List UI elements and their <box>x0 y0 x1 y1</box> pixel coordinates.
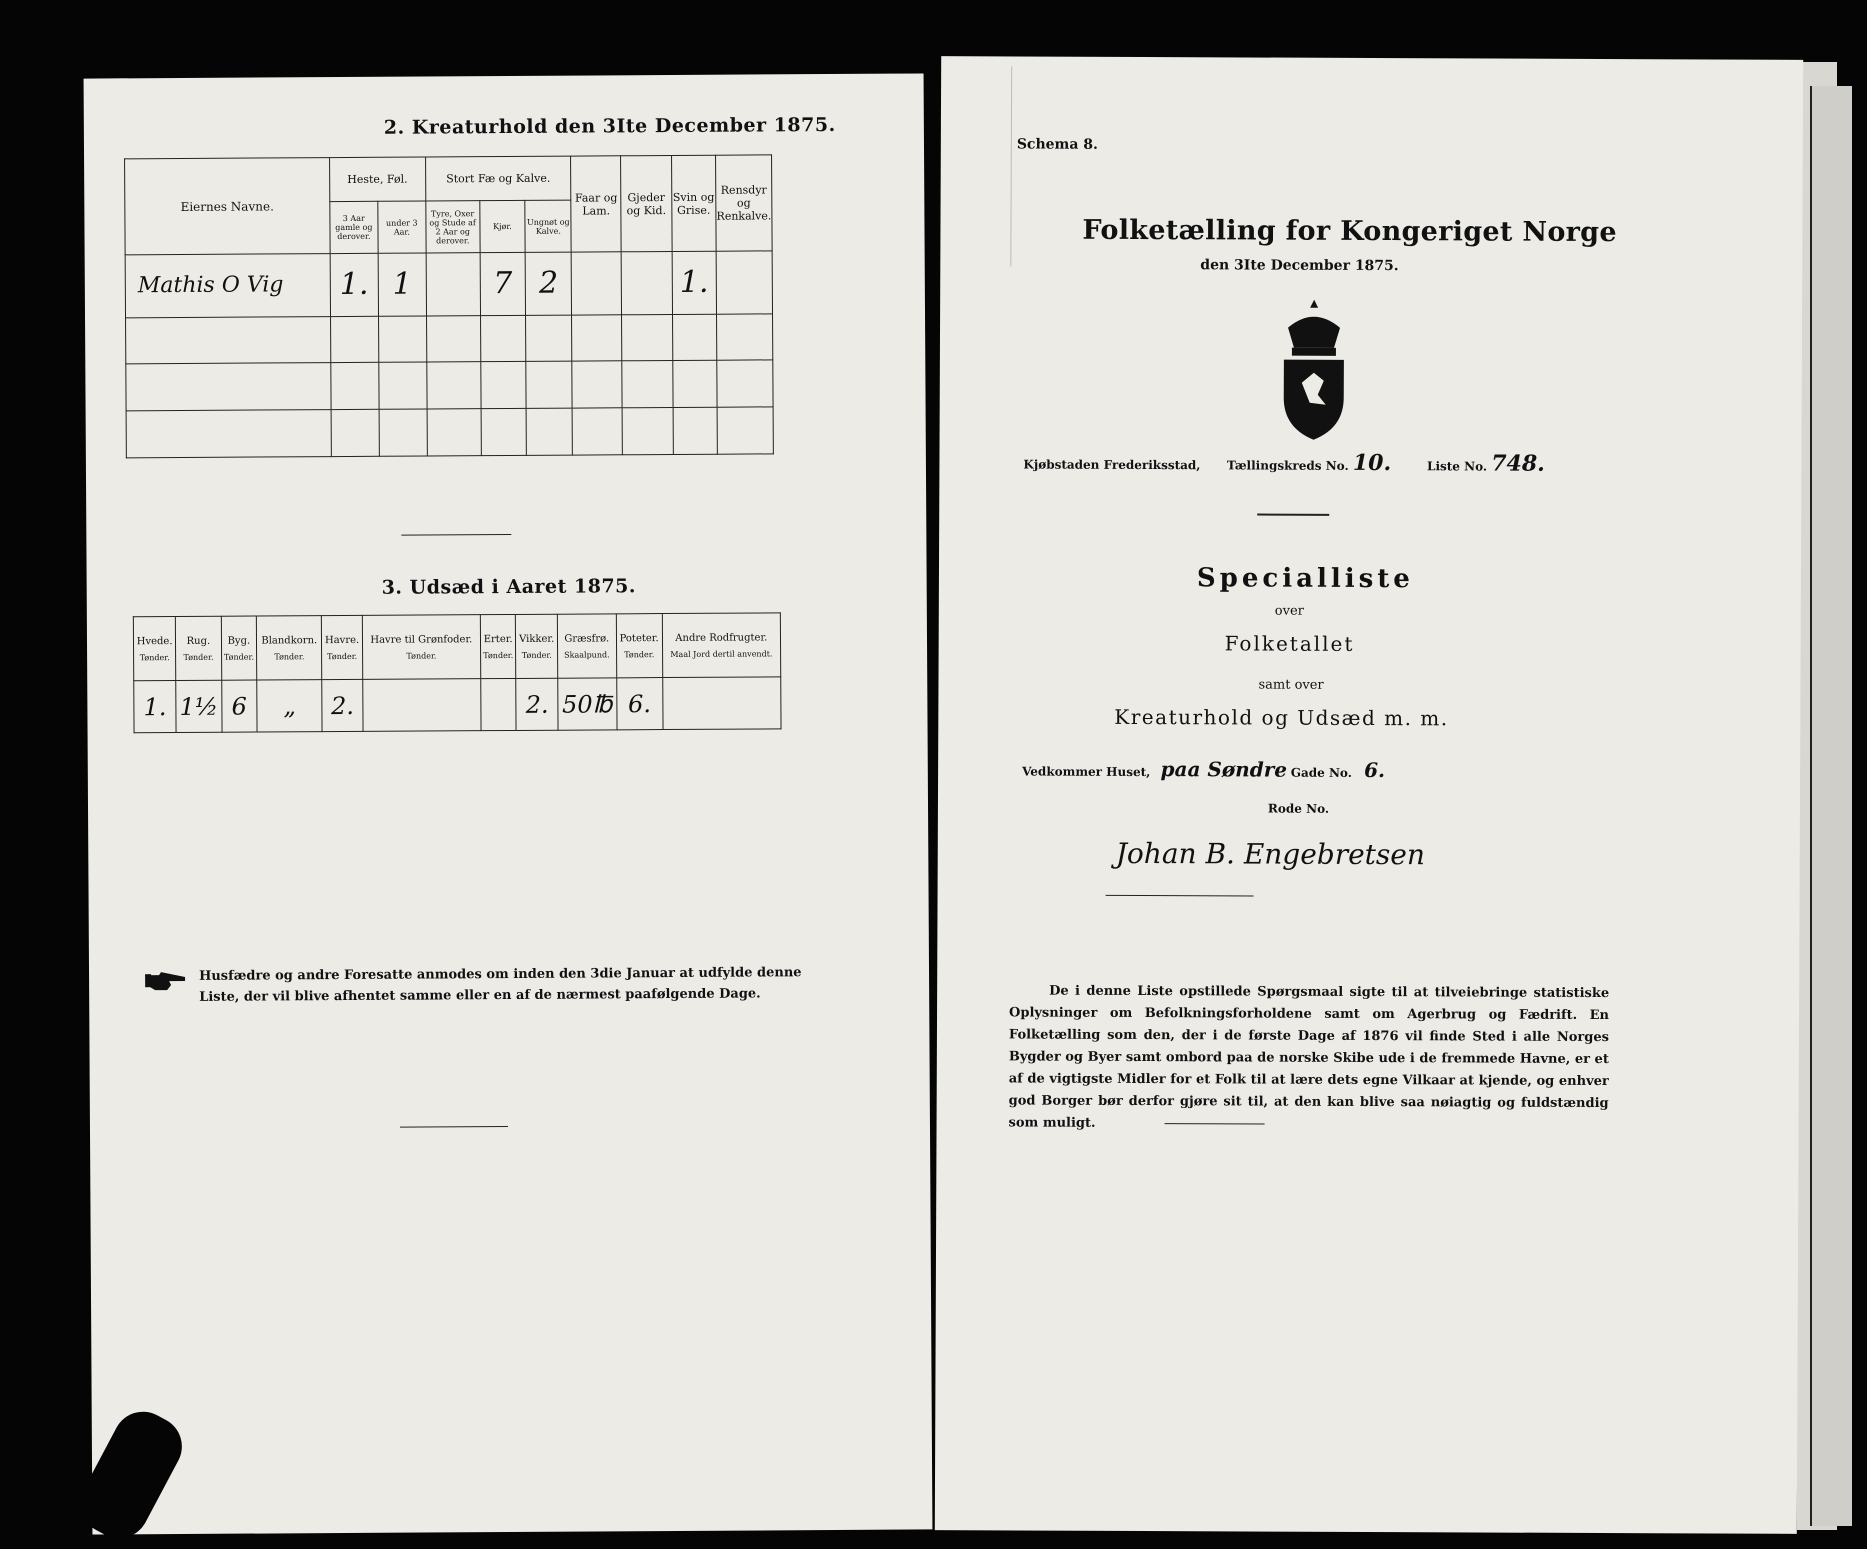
kreds-label: Tællingskreds No. <box>1227 458 1349 473</box>
vedkommer-line <box>1022 756 1385 782</box>
seed-header-name: Havre. <box>322 634 361 645</box>
stort-tyre-cell <box>426 253 480 316</box>
gjeder-cell <box>621 252 672 315</box>
faar-header: Faar og Lam. <box>571 156 621 252</box>
gjeder-header: Gjeder og Kid. <box>621 155 672 251</box>
seed-header-unit: Tønder. <box>257 652 321 661</box>
kreaturhold-heading: Kreaturhold og Udsæd m. m. <box>1114 705 1448 730</box>
seed-header-name: Byg. <box>222 635 257 646</box>
seed-header-name: Erter. <box>481 633 516 644</box>
vedkommer-label: Vedkommer Huset, <box>1022 764 1150 779</box>
seed-value-9: 6. <box>616 678 662 730</box>
page-stack-edge <box>1810 86 1852 1526</box>
empty-cell <box>126 363 331 411</box>
gade-label: Gade No. <box>1291 766 1352 780</box>
stort-kjor-header: Kjør. <box>479 201 525 253</box>
heste-header: Heste, Føl. <box>329 157 425 202</box>
seed-header-unit: Tønder. <box>617 650 662 659</box>
divider <box>1106 895 1254 897</box>
seed-value-8: 50℔ <box>558 678 617 730</box>
seed-header-10 <box>662 613 781 678</box>
faar-cell <box>572 252 622 315</box>
seed-value-7: 2. <box>516 678 558 730</box>
divider <box>401 534 511 536</box>
seed-header-1 <box>176 616 222 680</box>
seed-header-unit: Skaalpund. <box>558 650 616 659</box>
seed-header-unit: Tønder. <box>481 650 516 659</box>
seed-value-2: 6 <box>221 680 257 732</box>
pointing-hand-icon <box>145 970 187 996</box>
seed-value-1: 1½ <box>176 680 222 732</box>
stort-kjor-cell: 7 <box>480 253 526 316</box>
seed-header-name: Andre Rodfrugter. <box>663 632 780 644</box>
location-line <box>1023 448 1545 476</box>
seed-header-7 <box>516 614 558 678</box>
specialliste-heading: Specialliste <box>1197 563 1414 594</box>
seed-header-0 <box>133 617 176 681</box>
samt-over-text: samt over <box>1258 678 1323 693</box>
gade-value: 6. <box>1364 758 1385 782</box>
right-page <box>935 56 1803 1534</box>
left-page <box>84 73 933 1534</box>
coat-of-arms-icon <box>1274 298 1355 447</box>
rensdyr-header: Rensdyr og Renkalve. <box>716 155 773 252</box>
seed-header-unit: Tønder. <box>322 651 361 660</box>
seed-value-6 <box>481 678 517 730</box>
seed-header-2 <box>221 616 257 680</box>
svin-header: Svin og Grise. <box>671 155 716 251</box>
empty-cell <box>126 316 331 364</box>
section2-title: 2. Kreaturhold den 3Ite December 1875. <box>384 114 836 139</box>
seed-header-name: Vikker. <box>516 633 557 644</box>
seed-header-unit: Tønder. <box>222 652 257 661</box>
seed-value-5 <box>363 679 481 732</box>
owner-cell: Mathis O Vig <box>125 254 330 318</box>
folketallet-heading: Folketallet <box>1225 631 1355 656</box>
rode-label: Rode No. <box>1268 802 1329 816</box>
underlying-grid <box>940 66 1012 266</box>
over-text: over <box>1275 604 1304 619</box>
seed-header-unit: Tønder. <box>134 653 175 662</box>
seed-header-5 <box>362 615 480 680</box>
seed-header-name: Poteter. <box>617 633 662 644</box>
seed-header-unit: Tønder. <box>176 652 220 661</box>
seed-value-0: 1. <box>134 681 177 733</box>
stort-fae-header: Stort Fæ og Kalve. <box>425 156 571 201</box>
seed-value-3: „ <box>257 680 323 732</box>
seed-value-4: 2. <box>322 679 363 731</box>
svin-cell: 1. <box>672 251 717 314</box>
seed-header-unit: Tønder. <box>517 650 558 659</box>
seed-header-name: Græsfrø. <box>558 633 616 644</box>
seed-header-8 <box>557 614 616 678</box>
liste-value: 748. <box>1491 451 1545 477</box>
stort-ungnot-header: Ungnøt og Kalve. <box>525 200 571 252</box>
seed-value-10 <box>662 677 781 730</box>
livestock-table <box>124 154 774 458</box>
seed-header-9 <box>616 614 662 678</box>
schema-label: Schema 8. <box>1017 136 1098 152</box>
stort-tyre-header: Tyre, Oxer og Stude af 2 Aar og derover. <box>426 201 480 253</box>
seed-header-4 <box>322 615 363 679</box>
info-paragraph: De i denne Liste opstillede Spørgsmaal sigte til at tilveiebringe statistiske Oplysninger om Befolkningsforholdene samt om Agerbrug og Fædrift. En Folketælling som den, der i de første Dage af 1876 vil finde Sted i alle Norges Bygder og Byer samt ombord paa de norske Skibe ude i de fremmede Havne, er et af de vigtigste Midler for et Folk til at lære dets egne Vilkaar at kjende, og enhver god Borger bør derfor gjøre sit til, at den kan blive saa nøiagtig og fuldstændig som muligt. <box>1009 980 1610 1137</box>
heste-under3-header: under 3 Aar. <box>378 201 426 253</box>
heste-3aar-header: 3 Aar gamle og derover. <box>330 201 379 253</box>
empty-cell <box>126 410 331 458</box>
heste-3aar-cell: 1. <box>330 253 379 316</box>
owner-header: Eiernes Navne. <box>125 158 330 255</box>
section3-title: 3. Udsæd i Aaret 1875. <box>382 575 636 599</box>
seed-header-name: Havre til Grønfoder. <box>363 634 480 646</box>
divider <box>1257 514 1329 516</box>
seed-header-name: Hvede. <box>134 636 175 647</box>
seed-header-3 <box>257 616 323 680</box>
rensdyr-cell <box>716 251 772 314</box>
seed-header-unit: Tønder. <box>363 651 480 661</box>
stort-ungnot-cell: 2 <box>525 252 572 315</box>
signature: Johan B. Engebretsen <box>1116 837 1425 871</box>
seed-header-name: Blandkorn. <box>257 635 321 646</box>
kjobstad-label: Kjøbstaden Frederiksstad, <box>1023 457 1200 472</box>
liste-label: Liste No. <box>1427 459 1487 473</box>
vedkommer-value: paa Søndre <box>1161 757 1287 782</box>
heste-under3-cell: 1 <box>378 253 426 316</box>
seed-header-6 <box>480 614 516 678</box>
seed-header-name: Rug. <box>176 635 220 646</box>
notice-text: Husfædre og andre Foresatte anmodes om inden den 3die Januar at udfylde denne Liste, der vil blive afhentet samme eller en af de nærmest paafølgende Dage. <box>199 962 809 1008</box>
divider <box>400 1126 508 1128</box>
main-title: Folketælling for Kongeriget Norge <box>1082 215 1617 248</box>
seed-header-unit: Maal Jord dertil anvendt. <box>663 649 780 659</box>
seed-table <box>133 612 782 733</box>
date-line: den 3Ite December 1875. <box>1200 257 1398 274</box>
kreds-value: 10. <box>1353 450 1423 476</box>
